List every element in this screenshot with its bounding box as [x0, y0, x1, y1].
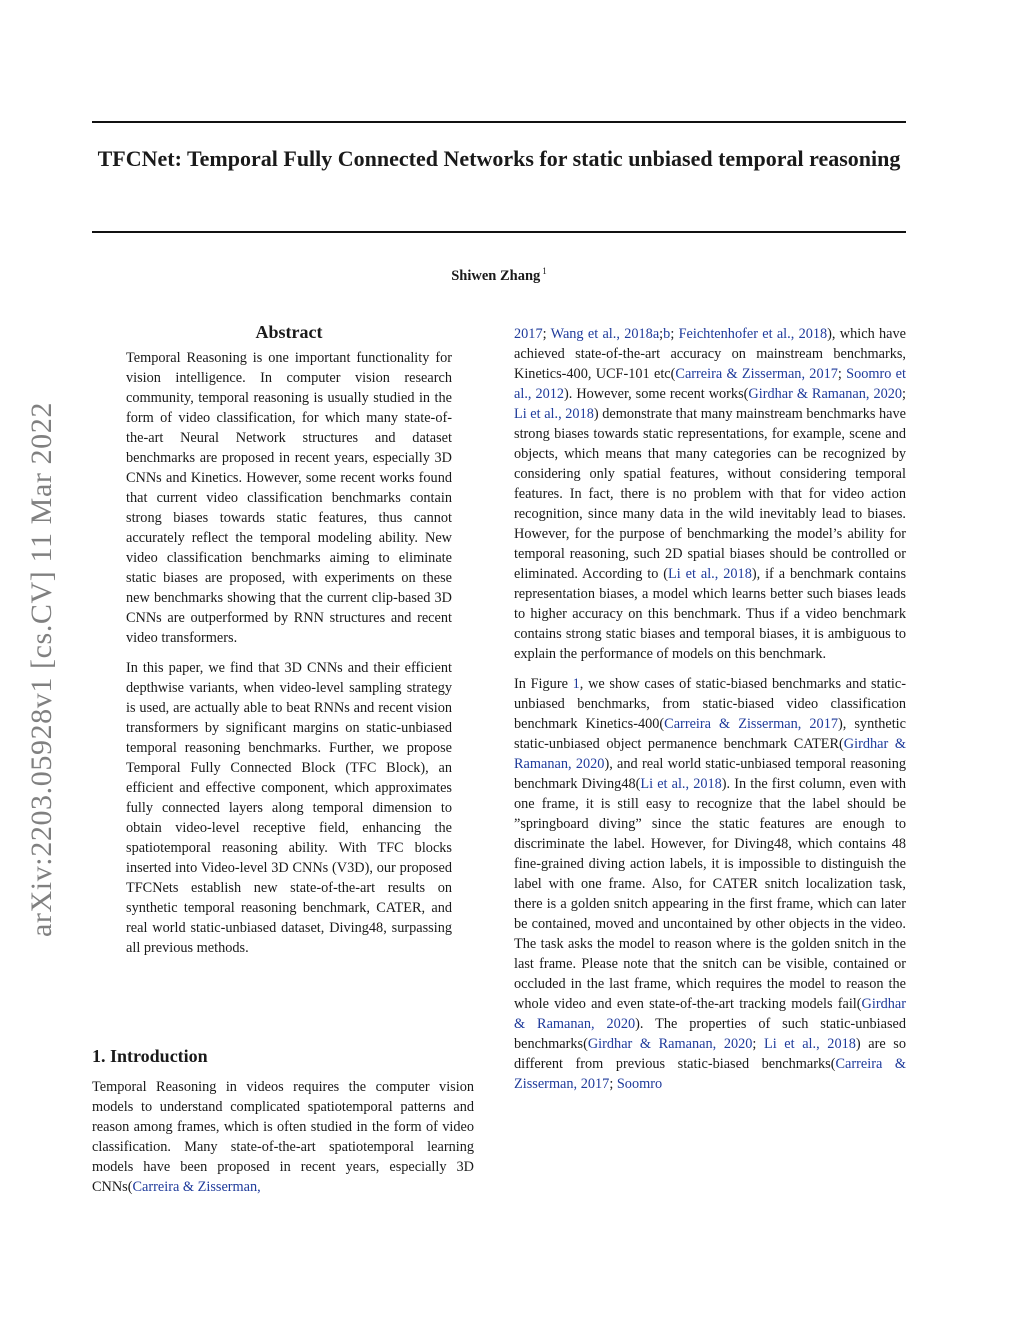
intro-text: ) are so different from previous static-biased benchmarks( [514, 1036, 907, 1072]
citation-link[interactable]: Girdhar & Ramanan, [514, 736, 907, 772]
intro-text: ). However, some recent works( [564, 386, 749, 402]
intro-paragraph-1-continued [514, 324, 906, 664]
citation-link[interactable]: Li et al., [514, 406, 562, 422]
citation-link[interactable]: Carreira & Zisserman, [514, 1056, 907, 1092]
citation-link[interactable]: 2018 [565, 406, 594, 422]
author-affiliation-mark: 1 [542, 266, 547, 276]
citation-link[interactable]: Girdhar & Ramanan, [587, 1036, 717, 1052]
citation-link[interactable]: Carreira & Zisserman, [664, 716, 802, 732]
citation-link[interactable]: 2017 [580, 1076, 610, 1092]
figure-reference-link[interactable]: 1 [572, 676, 580, 692]
citation-link[interactable]: Feichtenhofer et al., [678, 326, 795, 342]
intro-text: ), which have achieved state-of-the-art accuracy on mainstream benchmarks, Kinetics-400, UCF-101 etc( [514, 326, 906, 382]
abstract-heading: Abstract [255, 322, 323, 342]
citation-link[interactable]: 2012 [535, 386, 565, 402]
citation-link[interactable]: Soomro [616, 1076, 663, 1092]
citation-link[interactable]: 2018 [798, 326, 828, 342]
intro-paragraph-1 [92, 1077, 474, 1197]
abstract-section [126, 322, 452, 968]
citation-link[interactable]: 2020 [873, 386, 903, 402]
citation-link[interactable]: 2018 [827, 1036, 856, 1052]
intro-text: ; [542, 326, 551, 342]
intro-text [716, 1036, 724, 1052]
intro-text: ) demonstrate that many mainstream benchmarks have strong biases towards static representations, for example, scene and objects, which means that many categories can be recognized by considering only spatial features, without considering temporal features. In fact, there is no problem with that for video action recognition, since many data in the wild inevitably lead to biases. However, for the purpose of benchmarking the model’s ability for temporal reasoning, such 2D spatial biases should be controlled or eliminated. According to ( [514, 406, 906, 582]
citation-link[interactable]: 2017 [514, 326, 543, 342]
intro-text: Temporal Reasoning in videos requires the computer vision models to understand complicated spatiotemporal patterns and reason among frames, which is often studied in the form of video classification. Many state-of-the-art spatiotemporal learning models have been proposed in recent years, especially 3D CNNs( [92, 1079, 474, 1195]
citation-link[interactable]: 2018 [723, 566, 752, 582]
citation-link[interactable]: Li et al., [640, 776, 690, 792]
intro-text [595, 1016, 607, 1032]
citation-link[interactable]: Carreira & Zisserman, [675, 366, 806, 382]
author-line [92, 266, 906, 285]
title-rule-top [92, 121, 906, 123]
arxiv-identifier-stamp: arXiv:2203.05928v1 [cs.CV] 11 Mar 2022 [25, 402, 58, 937]
intro-text: ). In the first column, even with one frame, it is still easy to recognize that the label should be ”springboard diving” since the static features are enough to discriminate the label. However, for Diving48, which contains 48 fine-grained diving action labels, it is impossible to distinguish the label with one frame. Also, for CATER snitch localization task, there is a golden snitch appearing in the first frame, which can later be contained, moved and uncontained by other objects in the video. The task asks the model to reason where is the golden snitch in the last frame. Please note that the snitch can be visible, contained or occluded in the last frame, which requires the model to reason the whole video and even state-of-the-art tracking models fail( [514, 776, 907, 1012]
citation-link[interactable]: 2018 [693, 776, 722, 792]
introduction-heading: 1. Introduction [92, 1046, 208, 1066]
introduction-section [92, 1046, 474, 1207]
paper-title: TFCNet: Temporal Fully Connected Networks for static unbiased temporal reasoning [97, 146, 901, 171]
intro-text: ; [659, 326, 664, 342]
author-name: Shiwen Zhang [451, 267, 541, 284]
citation-link[interactable]: b [663, 326, 671, 342]
intro-text: ; [752, 1036, 764, 1052]
citation-link[interactable]: Wang et al., [550, 326, 620, 342]
abstract-paragraph-1: Temporal Reasoning is one important functionality for vision intelligence. In computer vision research community, temporal reasoning is usually studied in the form of video classification, for which many state-of-the-art Neural Network structures and dataset benchmarks are proposed in recent years, especially 3D CNNs and Kinetics. However, some recent works found that current video classification benchmarks contain strong biases towards static features, thus cannot accurately reflect the temporal modeling ability. New video classification benchmarks aiming to eliminate static biases are proposed, with experiments on these new benchmarks showing that the current clip-based 3D CNNs are outperformed by RNN structures and recent video transformers. [126, 350, 452, 646]
citation-link[interactable]: Girdhar & Ramanan, [748, 386, 870, 402]
citation-link[interactable]: 2018a [624, 326, 660, 342]
citation-link[interactable]: 2020 [723, 1036, 753, 1052]
intro-text: ; [670, 326, 679, 342]
citation-link[interactable]: Soomro et al., [514, 366, 907, 402]
intro-text: ; [902, 386, 907, 402]
intro-text: ; [837, 366, 847, 382]
citation-link[interactable]: Li et al., [763, 1036, 820, 1052]
citation-link[interactable]: Girdhar & Ramanan, [514, 996, 906, 1032]
abstract-paragraph-2: In this paper, we find that 3D CNNs and their efficient depthwise variants, when video-level sampling strategy is used, are actually able to beat RNNs and recent vision transformers by significant margins on static-unbiased temporal reasoning benchmarks. Further, we propose Temporal Fully Connected Block (TFC Block), an efficient and effective component, which approximates fully connected layers along temporal dimension to obtain video-level receptive field, enhancing the spatiotemporal reasoning ability. With TFC blocks inserted into Video-level 3D CNNs (V3D), our proposed TFCNets establish new state-of-the-art results on synthetic temporal reasoning benchmark, CATER, and real world static-unbiased dataset, Diving48, surpassing all previous methods. [126, 660, 452, 956]
citation-link[interactable]: Carreira & Zisserman, [132, 1179, 261, 1195]
intro-text: ), and real world static-unbiased temporal reasoning benchmark Diving48( [514, 756, 906, 792]
title-rule-bottom [92, 231, 906, 233]
intro-text: , we show cases of static-biased benchmarks and static-unbiased benchmarks, from static-biased video classification benchmark Kinetics-400( [514, 676, 906, 732]
intro-text: ), synthetic static-unbiased object permanence benchmark CATER( [514, 716, 906, 752]
citation-link[interactable]: 2020 [575, 756, 605, 772]
citation-link[interactable]: 2020 [606, 1016, 636, 1032]
citation-link[interactable]: 2017 [809, 716, 838, 732]
citation-link[interactable]: Li et al., [668, 566, 719, 582]
right-column [514, 324, 906, 1104]
intro-paragraph-2 [514, 674, 906, 1094]
intro-text: ), if a benchmark contains representation biases, a model which learns better such biases leads to higher accuracy on this benchmark. Thus if a video benchmark contains strong static biases and temporal biases, it is ambiguous to explain the performance of models on this benchmark. [514, 566, 907, 662]
intro-text: In Figure [514, 676, 573, 692]
citation-link[interactable]: 2017 [809, 366, 838, 382]
intro-text: ; [609, 1076, 617, 1092]
intro-text: ). The properties of such static-unbiased benchmarks( [514, 1016, 907, 1052]
